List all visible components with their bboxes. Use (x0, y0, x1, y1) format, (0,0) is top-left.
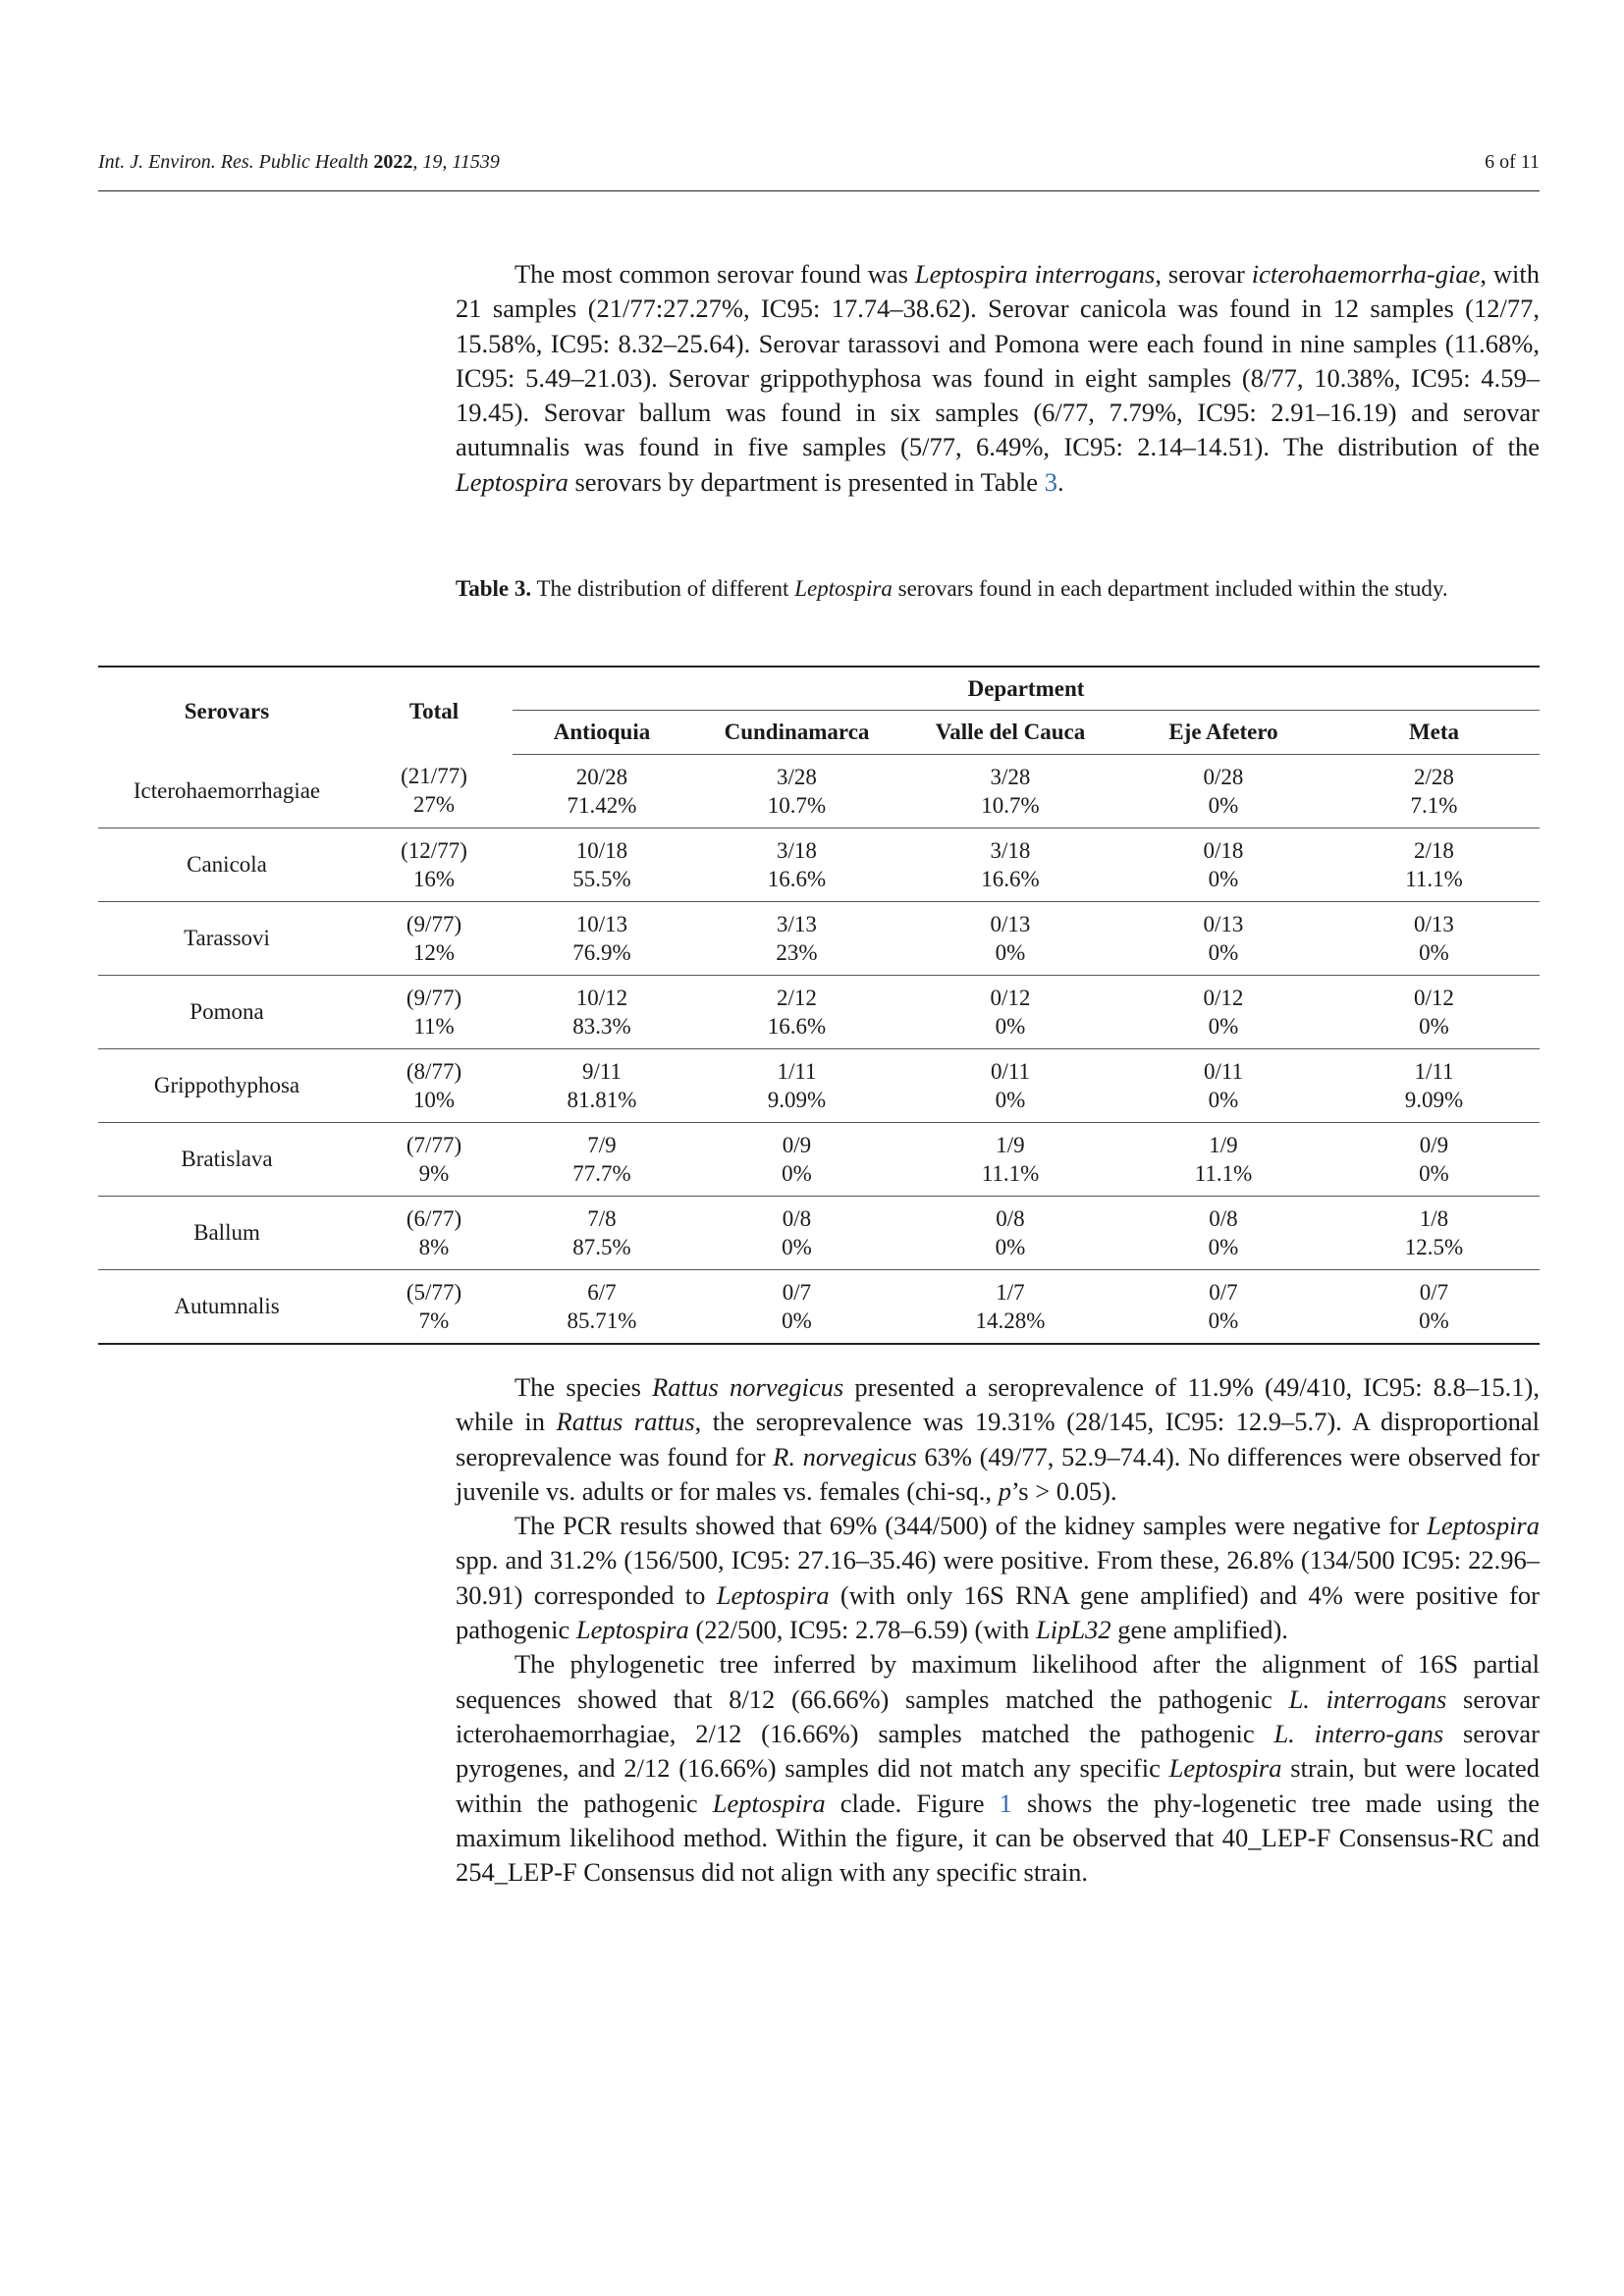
cell-fraction: 6/7 (587, 1279, 617, 1305)
department-cell (691, 1122, 902, 1196)
department-cell (902, 1048, 1118, 1122)
cell-fraction: 0/18 (1203, 837, 1244, 863)
cell-percent: 0% (1419, 939, 1449, 965)
cell-fraction: 10/12 (575, 985, 628, 1010)
cell-fraction: 7/9 (587, 1132, 617, 1157)
body-text-lower (456, 1370, 1540, 1890)
cell-percent: 10.7% (981, 792, 1040, 818)
cell-percent: 11.1% (1194, 1160, 1253, 1186)
cell-percent: 23% (776, 939, 818, 965)
cell-fraction: 3/13 (777, 911, 817, 936)
cell-fraction: (9/77) (406, 911, 462, 936)
department-cell (513, 1048, 691, 1122)
cell-percent: 0% (995, 1013, 1026, 1039)
serovar-name: Ballum (98, 1196, 355, 1269)
cell-percent: 7.1% (1410, 792, 1458, 818)
serovar-name: Tarassovi (98, 901, 355, 975)
cell-percent: 76.9% (572, 939, 631, 965)
cell-percent: 16% (412, 866, 456, 891)
table-row (98, 901, 1540, 975)
department-cell (902, 975, 1118, 1048)
cell-fraction: (5/77) (406, 1279, 462, 1305)
department-cell (691, 828, 902, 901)
department-cell (1118, 901, 1328, 975)
col-header-total: Total (408, 698, 460, 723)
col-header-department: Department (513, 667, 1540, 711)
cell-fraction: 0/8 (996, 1205, 1025, 1231)
cell-percent: 0% (782, 1234, 812, 1259)
cell-fraction: 10/18 (575, 837, 628, 863)
cell-percent: 0% (995, 939, 1026, 965)
serovar-name: Grippothyphosa (98, 1048, 355, 1122)
department-cell (513, 828, 691, 901)
cell-percent: 0% (1208, 866, 1239, 891)
serovar-name: Bratislava (98, 1122, 355, 1196)
total-cell (355, 828, 513, 901)
cell-fraction: 0/12 (1203, 985, 1244, 1010)
table-row (98, 975, 1540, 1048)
col-header-eje-afetero: Eje Afetero (1118, 711, 1328, 754)
cell-percent: 55.5% (572, 866, 631, 891)
col-header-meta: Meta (1328, 711, 1540, 754)
cell-fraction: 2/12 (777, 985, 817, 1010)
paragraph-serovar-results: The most common serovar found was Leptospira interrogans, serovar icterohaemorrha-giae, with 21 samples (21/77:27.27%, IC95: 17.74–38.62). Serovar canicola was found in 12 samples (12/77, 15.58%, IC95: 8.32–25.64). Serovar tarassovi and Pomona were each found in nine samples (11.68%, IC95: 5.49–21.03). Serovar grippothyphosa was found in eight samples (8/77, 10.38%, IC95: 4.59–19.45). Serovar ballum was found in six samples (6/77, 7.79%, IC95: 2.91–16.19) and serovar autumnalis was found in five samples (5/77, 6.49%, IC95: 2.14–14.51). The distribution of the Leptospira serovars by department is presented in Table 3. (456, 259, 1540, 497)
journal-citation: Int. J. Environ. Res. Public Health 2022, 19, 11539 (98, 151, 500, 173)
cell-percent: 0% (995, 1087, 1026, 1112)
cell-fraction: 0/11 (1203, 1058, 1244, 1084)
cell-fraction: (8/77) (406, 1058, 462, 1084)
cell-percent: 0% (1208, 939, 1239, 965)
department-cell (902, 754, 1118, 828)
cell-fraction: 1/9 (996, 1132, 1025, 1157)
table-row (98, 1048, 1540, 1122)
department-cell (691, 1269, 902, 1344)
cell-fraction: (6/77) (406, 1205, 462, 1231)
total-cell (355, 1269, 513, 1344)
cell-fraction: 0/8 (782, 1205, 812, 1231)
table-row (98, 828, 1540, 901)
cell-fraction: 1/11 (777, 1058, 817, 1084)
department-cell (1118, 754, 1328, 828)
cell-fraction: 1/11 (1414, 1058, 1454, 1084)
cell-fraction: 1/7 (996, 1279, 1025, 1305)
cell-percent: 7% (418, 1308, 450, 1333)
table-row (98, 1196, 1540, 1269)
figure-1-link[interactable]: 1 (999, 1788, 1012, 1818)
cell-fraction: 10/13 (575, 911, 628, 936)
cell-fraction: 2/18 (1414, 837, 1454, 863)
cell-fraction: 3/18 (990, 837, 1031, 863)
paragraph-phylogenetic-tree: The phylogenetic tree inferred by maximum likelihood after the alignment of 16S partial sequences showed that 8/12 (66.66%) samples matched the pathogenic L. interrogans serovar icterohaemorrhagiae, 2/12 (16.66%) samples matched the pathogenic L. interro-gans serovar pyrogenes, and 2/12 (16.66%) samples did not match any specific Leptospira strain, but were located within the pathogenic Leptospira clade. Figure 1 shows the phy-logenetic tree made using the maximum likelihood method. Within the figure, it can be observed that 40_LEP-F Consensus-RC and 254_LEP-F Consensus did not align with any specific strain. (456, 1649, 1541, 1888)
department-cell (691, 901, 902, 975)
department-cell (902, 901, 1118, 975)
total-cell (355, 1048, 513, 1122)
department-cell (1118, 975, 1328, 1048)
serovar-name: Canicola (98, 828, 355, 901)
table-3-link[interactable]: 3 (1044, 466, 1057, 497)
cell-fraction: 0/13 (1414, 911, 1454, 936)
department-cell (1328, 1269, 1540, 1344)
cell-fraction: 2/28 (1414, 764, 1454, 789)
serovar-name: Pomona (98, 975, 355, 1048)
department-cell (902, 1269, 1118, 1344)
table-row (98, 754, 1540, 828)
cell-fraction: 7/8 (587, 1205, 617, 1231)
cell-fraction: 0/13 (990, 911, 1031, 936)
paragraph-pcr-results: The PCR results showed that 69% (344/500) of the kidney samples were negative for Leptospira spp. and 31.2% (156/500, IC95: 27.16–35.46) were positive. From these, 26.8% (134/500 IC95: 22.96–30.91) corresponded to Leptospira (with only 16S RNA gene amplified) and 4% were positive for pathogenic Leptospira (22/500, IC95: 2.78–6.59) (with LipL32 gene amplified). (456, 1511, 1541, 1645)
page-number: 6 of 11 (1485, 151, 1540, 173)
cell-percent: 10% (412, 1087, 456, 1112)
department-cell (513, 1269, 691, 1344)
cell-percent: 0% (1208, 1087, 1239, 1112)
cell-percent: 11.1% (981, 1160, 1040, 1186)
cell-fraction: 0/7 (1209, 1279, 1238, 1305)
cell-percent: 9.09% (1404, 1087, 1464, 1112)
cell-fraction: 3/28 (777, 764, 817, 789)
cell-percent: 77.7% (572, 1160, 631, 1186)
cell-fraction: (7/77) (406, 1132, 462, 1157)
cell-percent: 87.5% (572, 1234, 631, 1259)
col-header-serovars: Serovars (184, 698, 270, 723)
cell-percent: 0% (1419, 1013, 1449, 1039)
department-cell (691, 1048, 902, 1122)
running-head (98, 149, 1540, 191)
serovar-name: Icterohaemorrhagiae (98, 754, 355, 828)
department-cell (1328, 754, 1540, 828)
table-row (98, 1122, 1540, 1196)
department-cell (691, 975, 902, 1048)
total-cell (355, 1196, 513, 1269)
total-cell (355, 1122, 513, 1196)
total-cell (355, 754, 513, 828)
department-cell (513, 1196, 691, 1269)
cell-fraction: (9/77) (406, 985, 462, 1010)
serovar-distribution-table (98, 666, 1540, 1345)
cell-percent: 0% (1208, 792, 1239, 818)
serovar-name: Autumnalis (98, 1269, 355, 1344)
cell-percent: 71.42% (567, 792, 637, 818)
col-header-valle-del-cauca: Valle del Cauca (902, 711, 1118, 754)
paragraph-seroprevalence: The species Rattus norvegicus presented a seroprevalence of 11.9% (49/410, IC95: 8.8–15.1), while in Rattus rattus, the seroprevalence was 19.31% (28/145, IC95: 12.9–5.7). A disproportional seroprevalence was found for R. norvegicus 63% (49/77, 52.9–74.4). No differences were observed for juvenile vs. adults or for males vs. females (chi-sq., p’s > 0.05). (456, 1372, 1540, 1506)
cell-fraction: 0/9 (1419, 1132, 1449, 1157)
cell-percent: 0% (1419, 1308, 1449, 1333)
department-cell (1328, 975, 1540, 1048)
total-cell (355, 975, 513, 1048)
cell-fraction: (21/77) (401, 764, 467, 789)
department-cell (902, 828, 1118, 901)
department-cell (902, 1122, 1118, 1196)
department-cell (513, 901, 691, 975)
department-cell (1118, 1122, 1328, 1196)
cell-percent: 0% (1208, 1234, 1239, 1259)
cell-percent: 0% (782, 1160, 812, 1186)
cell-fraction: 0/8 (1209, 1205, 1238, 1231)
col-header-antioquia: Antioquia (513, 711, 691, 754)
cell-percent: 0% (1419, 1160, 1449, 1186)
cell-percent: 8% (418, 1234, 450, 1259)
cell-percent: 85.71% (567, 1308, 637, 1333)
cell-percent: 0% (1208, 1013, 1239, 1039)
cell-fraction: 9/11 (581, 1058, 623, 1084)
department-cell (1328, 1048, 1540, 1122)
department-cell (1328, 1122, 1540, 1196)
department-cell (691, 754, 902, 828)
cell-percent: 0% (995, 1234, 1026, 1259)
cell-percent: 16.6% (767, 1013, 827, 1039)
cell-percent: 12.5% (1404, 1234, 1464, 1259)
cell-fraction: 0/13 (1203, 911, 1244, 936)
department-cell (1118, 828, 1328, 901)
cell-fraction: 0/12 (1414, 985, 1454, 1010)
cell-fraction: 20/28 (575, 764, 628, 789)
cell-percent: 16.6% (981, 866, 1040, 891)
cell-fraction: 0/7 (782, 1279, 812, 1305)
cell-fraction: 0/12 (990, 985, 1031, 1010)
department-cell (1118, 1269, 1328, 1344)
cell-percent: 12% (412, 939, 456, 965)
cell-percent: 9.09% (767, 1087, 827, 1112)
department-cell (513, 1122, 691, 1196)
cell-percent: 83.3% (572, 1013, 631, 1039)
department-cell (513, 754, 691, 828)
department-cell (1328, 828, 1540, 901)
department-cell (902, 1196, 1118, 1269)
department-cell (513, 975, 691, 1048)
cell-percent: 0% (782, 1308, 812, 1333)
cell-percent: 11.1% (1405, 866, 1463, 891)
department-cell (1328, 901, 1540, 975)
cell-percent: 14.28% (975, 1308, 1046, 1333)
cell-percent: 11% (413, 1013, 455, 1039)
cell-fraction: 0/28 (1203, 764, 1244, 789)
cell-fraction: 0/11 (990, 1058, 1031, 1084)
cell-percent: 16.6% (767, 866, 827, 891)
cell-fraction: 0/9 (782, 1132, 812, 1157)
department-cell (691, 1196, 902, 1269)
department-cell (1118, 1048, 1328, 1122)
department-cell (1328, 1196, 1540, 1269)
cell-fraction: 1/8 (1419, 1205, 1449, 1231)
cell-fraction: 1/9 (1209, 1132, 1238, 1157)
cell-fraction: 3/28 (990, 764, 1031, 789)
cell-percent: 27% (412, 792, 456, 818)
cell-percent: 81.81% (567, 1087, 637, 1112)
total-cell (355, 901, 513, 975)
cell-fraction: 0/7 (1419, 1279, 1449, 1305)
department-cell (1118, 1196, 1328, 1269)
cell-percent: 0% (1208, 1308, 1239, 1333)
col-header-cundinamarca: Cundinamarca (691, 711, 902, 754)
table-row (98, 1269, 1540, 1344)
cell-fraction: (12/77) (401, 837, 467, 863)
cell-fraction: 3/18 (777, 837, 817, 863)
cell-percent: 10.7% (767, 792, 827, 818)
cell-percent: 9% (418, 1160, 450, 1186)
table-caption: Table 3. The distribution of different Leptospira serovars found in each department included within the study. (456, 576, 1448, 601)
